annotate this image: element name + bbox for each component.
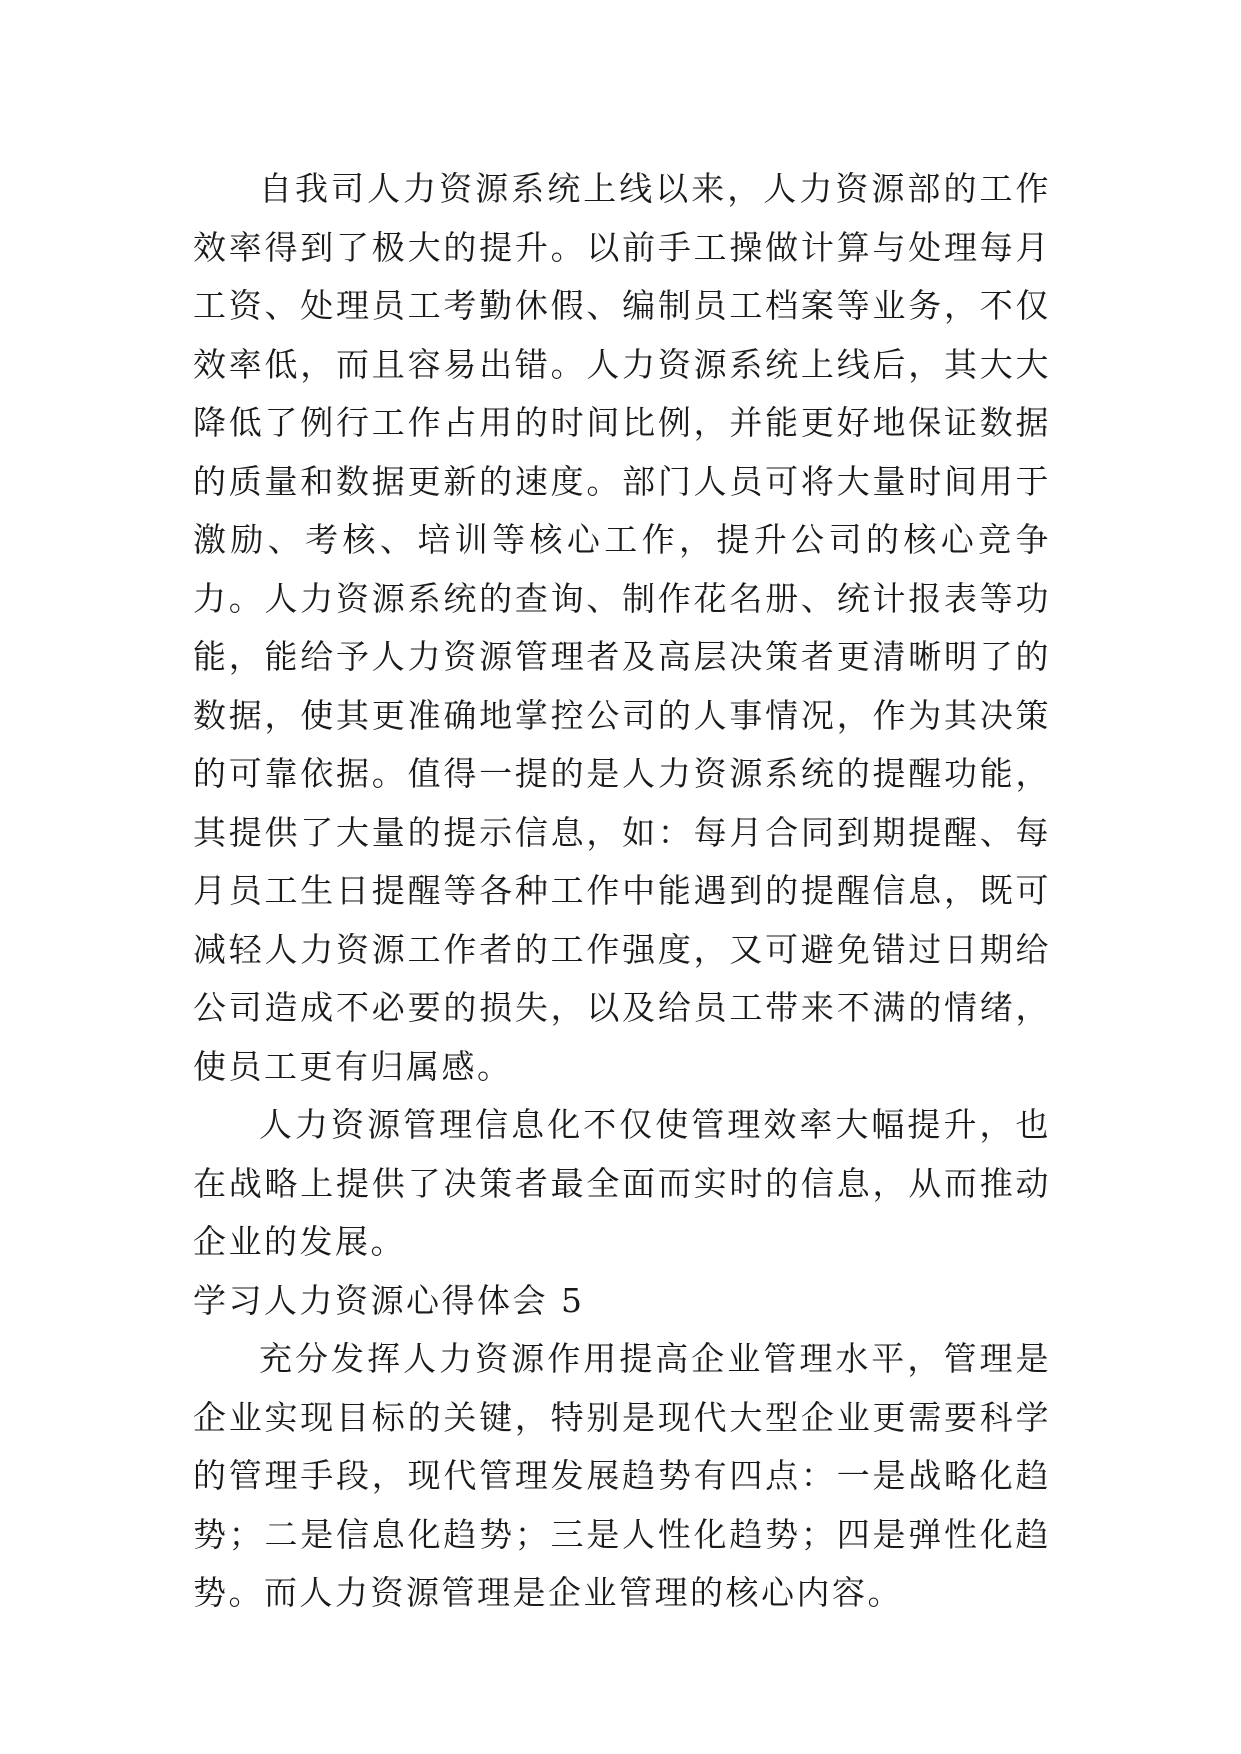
document-body bbox=[193, 160, 1051, 1623]
paragraph-hr-system-efficiency: 自我司人力资源系统上线以来，人力资源部的工作效率得到了极大的提升。以前手工操做计算与处理每月工资、处理员工考勤休假、编制员工档案等业务，不仅效率低，而且容易出错。人力资源系统上线后，其大大降低了例行工作占用的时间比例，并能更好地保证数据的质量和数据更新的速度。部门人员可将大量时间用于激励、考核、培训等核心工作，提升公司的核心竞争力。人力资源系统的查询、制作花名册、统计报表等功能，能给予人力资源管理者及高层决策者更清晰明了的数据，使其更准确地掌控公司的人事情况，作为其决策的可靠依据。值得一提的是人力资源系统的提醒功能，其提供了大量的提示信息，如：每月合同到期提醒、每月员工生日提醒等各种工作中能遇到的提醒信息，既可减轻人力资源工作者的工作强度，又可避免错过日期给公司造成不必要的损失，以及给员工带来不满的情绪，使员工更有归属感。 bbox=[193, 169, 1051, 1086]
paragraph-hr-informatization: 人力资源管理信息化不仅使管理效率大幅提升，也在战略上提供了决策者最全面而实时的信息，从而推动企业的发展。 bbox=[193, 1105, 1051, 1261]
paragraph-management-trends: 充分发挥人力资源作用提高企业管理水平，管理是企业实现目标的关键，特别是现代大型企业更需要科学的管理手段，现代管理发展趋势有四点：一是战略化趋势；二是信息化趋势；三是人性化趋势；四是弹性化趋势。而人力资源管理是企业管理的核心内容。 bbox=[193, 1339, 1051, 1612]
section-heading: 学习人力资源心得体会 5 bbox=[193, 1280, 585, 1320]
